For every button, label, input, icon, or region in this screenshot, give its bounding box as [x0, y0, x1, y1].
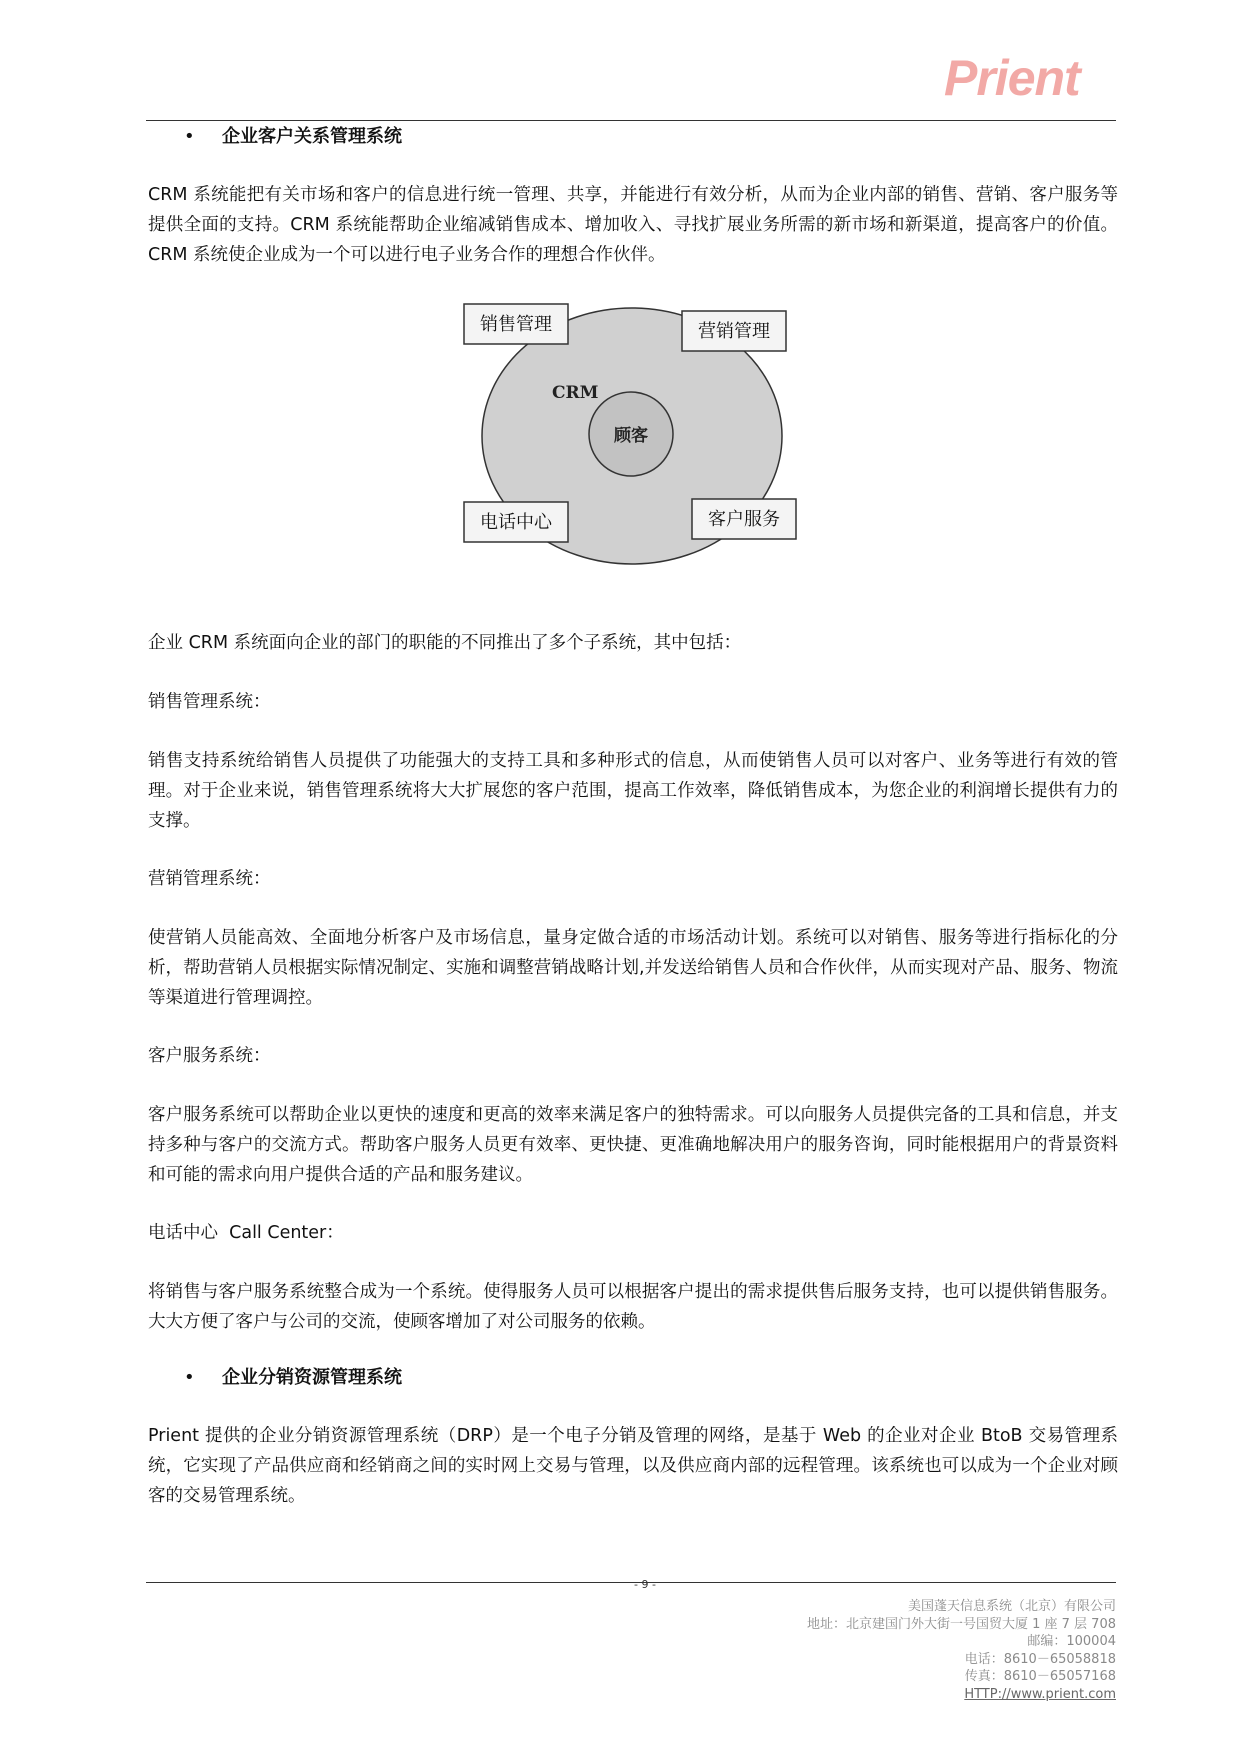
footer-contact: [807, 1598, 1116, 1703]
box-label: 营销管理: [698, 321, 770, 342]
subsystems-intro: 企业 CRM 系统面向企业的部门的职能的不同推出了多个子系统，其中包括：: [148, 633, 742, 653]
marketing-paragraph: 使营销人员能高效、全面地分析客户及市场信息，量身定做合适的市场活动计划。系统可以对销售、服务等进行指标化的分析，帮助营销人员根据实际情况制定、实施和调整营销战略计划,并发送给销售人员和合作伙伴，从而实现对产品、服务、物流等渠道进行管理调控。: [148, 928, 1118, 1008]
bullet-icon: •: [184, 126, 195, 147]
box-sales-management: [464, 304, 568, 344]
callcenter-title: 电话中心 Call Center：: [148, 1223, 344, 1243]
heading-text: 企业分销资源管理系统: [222, 1367, 402, 1388]
sales-paragraph: 销售支持系统给销售人员提供了功能强大的支持工具和多种形式的信息，从而使销售人员可以对客户、业务等进行有效的管理。对于企业来说，销售管理系统将大大扩展您的客户范围，提高工作效率，降低销售成本，为您企业的利润增长提供有力的支撑。: [148, 751, 1118, 831]
box-label: 客户服务: [708, 509, 780, 530]
company-address: 地址：北京建国门外大街一号国贸大厦 1 座 7 层 708: [806, 1616, 1116, 1632]
prient-logo: Prient: [944, 50, 1080, 106]
bullet-icon: •: [184, 1367, 195, 1388]
company-phone: 电话：8610－65058818: [964, 1651, 1116, 1667]
crm-label: CRM: [552, 383, 599, 403]
service-paragraph: 客户服务系统可以帮助企业以更快的速度和更高的效率来满足客户的独特需求。可以向服务人员提供完备的工具和信息，并支持多种与客户的交流方式。帮助客户服务人员更有效率、更快捷、更准确地解决用户的服务咨询，同时能根据用户的背景资料和可能的需求向用户提供合适的产品和服务建议。: [148, 1105, 1118, 1185]
header-divider: [146, 120, 1116, 121]
box-call-center: [464, 502, 568, 542]
company-postcode: 邮编：100004: [1027, 1634, 1116, 1649]
page-number: - 9 -: [634, 1578, 656, 1591]
crm-intro-paragraph: CRM 系统能把有关市场和客户的信息进行统一管理、共享，并能进行有效分析，从而为企业内部的销售、营销、客户服务等提供全面的支持。CRM 系统能帮助企业缩减销售成本、增加收入、寻找扩展业务所需的新市场和新渠道，提高客户的价值。CRM 系统使企业成为一个可以进行电子业务合作的理想合作伙伴。: [148, 185, 1118, 265]
sales-title: 销售管理系统：: [148, 692, 271, 712]
crm-diagram: [462, 300, 802, 572]
marketing-title: 营销管理系统：: [148, 869, 271, 889]
box-marketing-management: [682, 311, 786, 351]
box-label: 销售管理: [480, 314, 552, 335]
company-website-link[interactable]: HTTP://www.prient.com: [964, 1686, 1116, 1702]
customer-label: 顾客: [614, 426, 648, 446]
company-name: 美国蓬天信息系统（北京）有限公司: [907, 1599, 1116, 1614]
callcenter-paragraph: 将销售与客户服务系统整合成为一个系统。使得服务人员可以根据客户提出的需求提供售后服务支持，也可以提供销售服务。大大方便了客户与公司的交流，使顾客增加了对公司服务的依赖。: [148, 1282, 1118, 1332]
company-fax: 传真：8610－65057168: [964, 1669, 1116, 1684]
drp-paragraph: Prient 提供的企业分销资源管理系统（DRP）是一个电子分销及管理的网络，是基于 Web 的企业对企业 BtoB 交易管理系统，它实现了产品供应商和经销商之间的实时网上交易与管理，以及供应商内部的远程管理。该系统也可以成为一个企业对顾客的交易管理系统。: [148, 1426, 1118, 1506]
box-label: 电话中心: [480, 512, 552, 533]
box-customer-service: [692, 499, 796, 539]
service-title: 客户服务系统：: [148, 1046, 271, 1066]
heading-text: 企业客户关系管理系统: [222, 126, 402, 147]
